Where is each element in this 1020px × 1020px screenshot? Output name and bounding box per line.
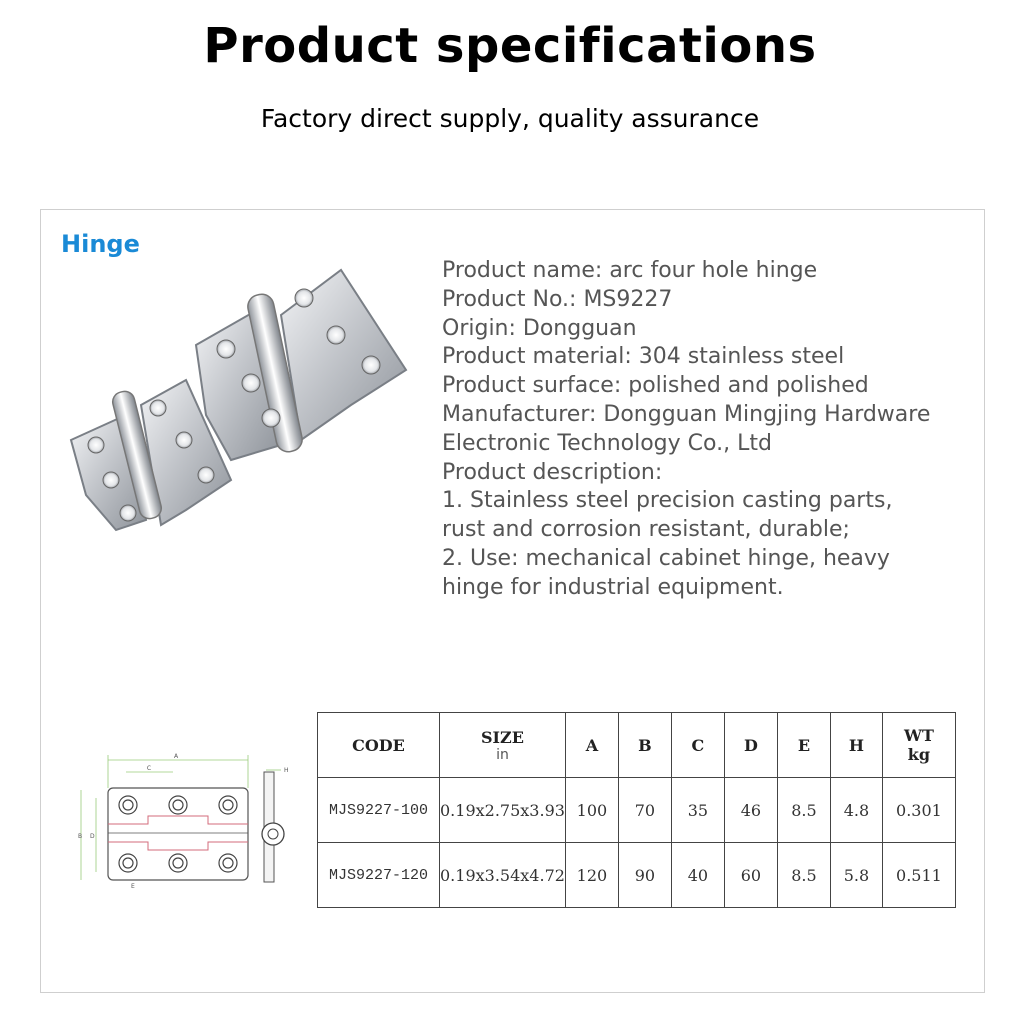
section-label: Hinge xyxy=(61,230,140,258)
dim-label-e: E xyxy=(131,883,135,890)
dim-label-a: A xyxy=(173,753,179,760)
product-panel xyxy=(40,209,985,993)
page-subtitle: Factory direct supply, quality assurance xyxy=(260,104,760,133)
dim-label-b: B xyxy=(78,833,83,840)
hinge-technical-drawing xyxy=(76,750,291,890)
cell-b: 90 xyxy=(618,843,671,908)
cell-code: MJS9227-120 xyxy=(318,843,440,908)
table-header-row xyxy=(318,713,956,778)
col-header-b: B xyxy=(618,713,671,778)
dim-label-d: D xyxy=(90,833,95,840)
col-header-wt xyxy=(882,713,955,778)
cell-a: 100 xyxy=(565,778,618,843)
cell-size: 0.19x2.75x3.93 xyxy=(440,778,566,843)
large-hinge xyxy=(196,270,406,460)
desc-line: hinge for industrial equipment. xyxy=(442,574,784,600)
hinge-product-photo xyxy=(66,265,426,565)
col-header-wt-label: WT xyxy=(903,726,934,745)
desc-line: rust and corrosion resistant, durable; xyxy=(442,517,850,543)
desc-line: Origin: Dongguan xyxy=(442,315,637,341)
col-header-size-label: SIZE xyxy=(481,727,524,747)
product-description xyxy=(442,257,987,603)
cell-size: 0.19x3.54x4.72 xyxy=(440,843,566,908)
desc-line: 2. Use: mechanical cabinet hinge, heavy xyxy=(442,545,890,571)
col-header-size-unit: in xyxy=(496,746,509,763)
col-header-wt-unit: kg xyxy=(907,745,931,764)
cell-wt: 0.301 xyxy=(882,778,955,843)
col-header-size xyxy=(440,713,566,778)
col-header-code: CODE xyxy=(318,713,440,778)
cell-b: 70 xyxy=(618,778,671,843)
page-title: Product specifications xyxy=(203,18,817,74)
desc-line: Electronic Technology Co., Ltd xyxy=(442,430,772,456)
cell-e: 8.5 xyxy=(777,843,830,908)
cell-d: 60 xyxy=(724,843,777,908)
cell-h: 4.8 xyxy=(830,778,882,843)
col-header-h: H xyxy=(830,713,882,778)
col-header-c: C xyxy=(671,713,724,778)
desc-line: Manufacturer: Dongguan Mingjing Hardware xyxy=(442,401,931,427)
spec-table xyxy=(317,712,956,908)
desc-line: Product description: xyxy=(442,459,663,485)
cell-a: 120 xyxy=(565,843,618,908)
cell-code: MJS9227-100 xyxy=(318,778,440,843)
col-header-e: E xyxy=(777,713,830,778)
desc-line: Product surface: polished and polished xyxy=(442,373,869,399)
desc-line: Product material: 304 stainless steel xyxy=(442,344,845,370)
cell-e: 8.5 xyxy=(777,778,830,843)
desc-line: 1. Stainless steel precision casting parts, xyxy=(442,488,893,514)
desc-line: Product No.: MS9227 xyxy=(442,286,673,312)
dim-label-c: C xyxy=(146,765,152,772)
desc-line: Product name: arc four hole hinge xyxy=(442,258,818,283)
table-row xyxy=(318,843,956,908)
cell-d: 46 xyxy=(724,778,777,843)
cell-h: 5.8 xyxy=(830,843,882,908)
col-header-d: D xyxy=(724,713,777,778)
col-header-a: A xyxy=(565,713,618,778)
cell-c: 40 xyxy=(671,843,724,908)
dim-label-h: H xyxy=(284,767,289,774)
cell-wt: 0.511 xyxy=(882,843,955,908)
table-row xyxy=(318,778,956,843)
cell-c: 35 xyxy=(671,778,724,843)
